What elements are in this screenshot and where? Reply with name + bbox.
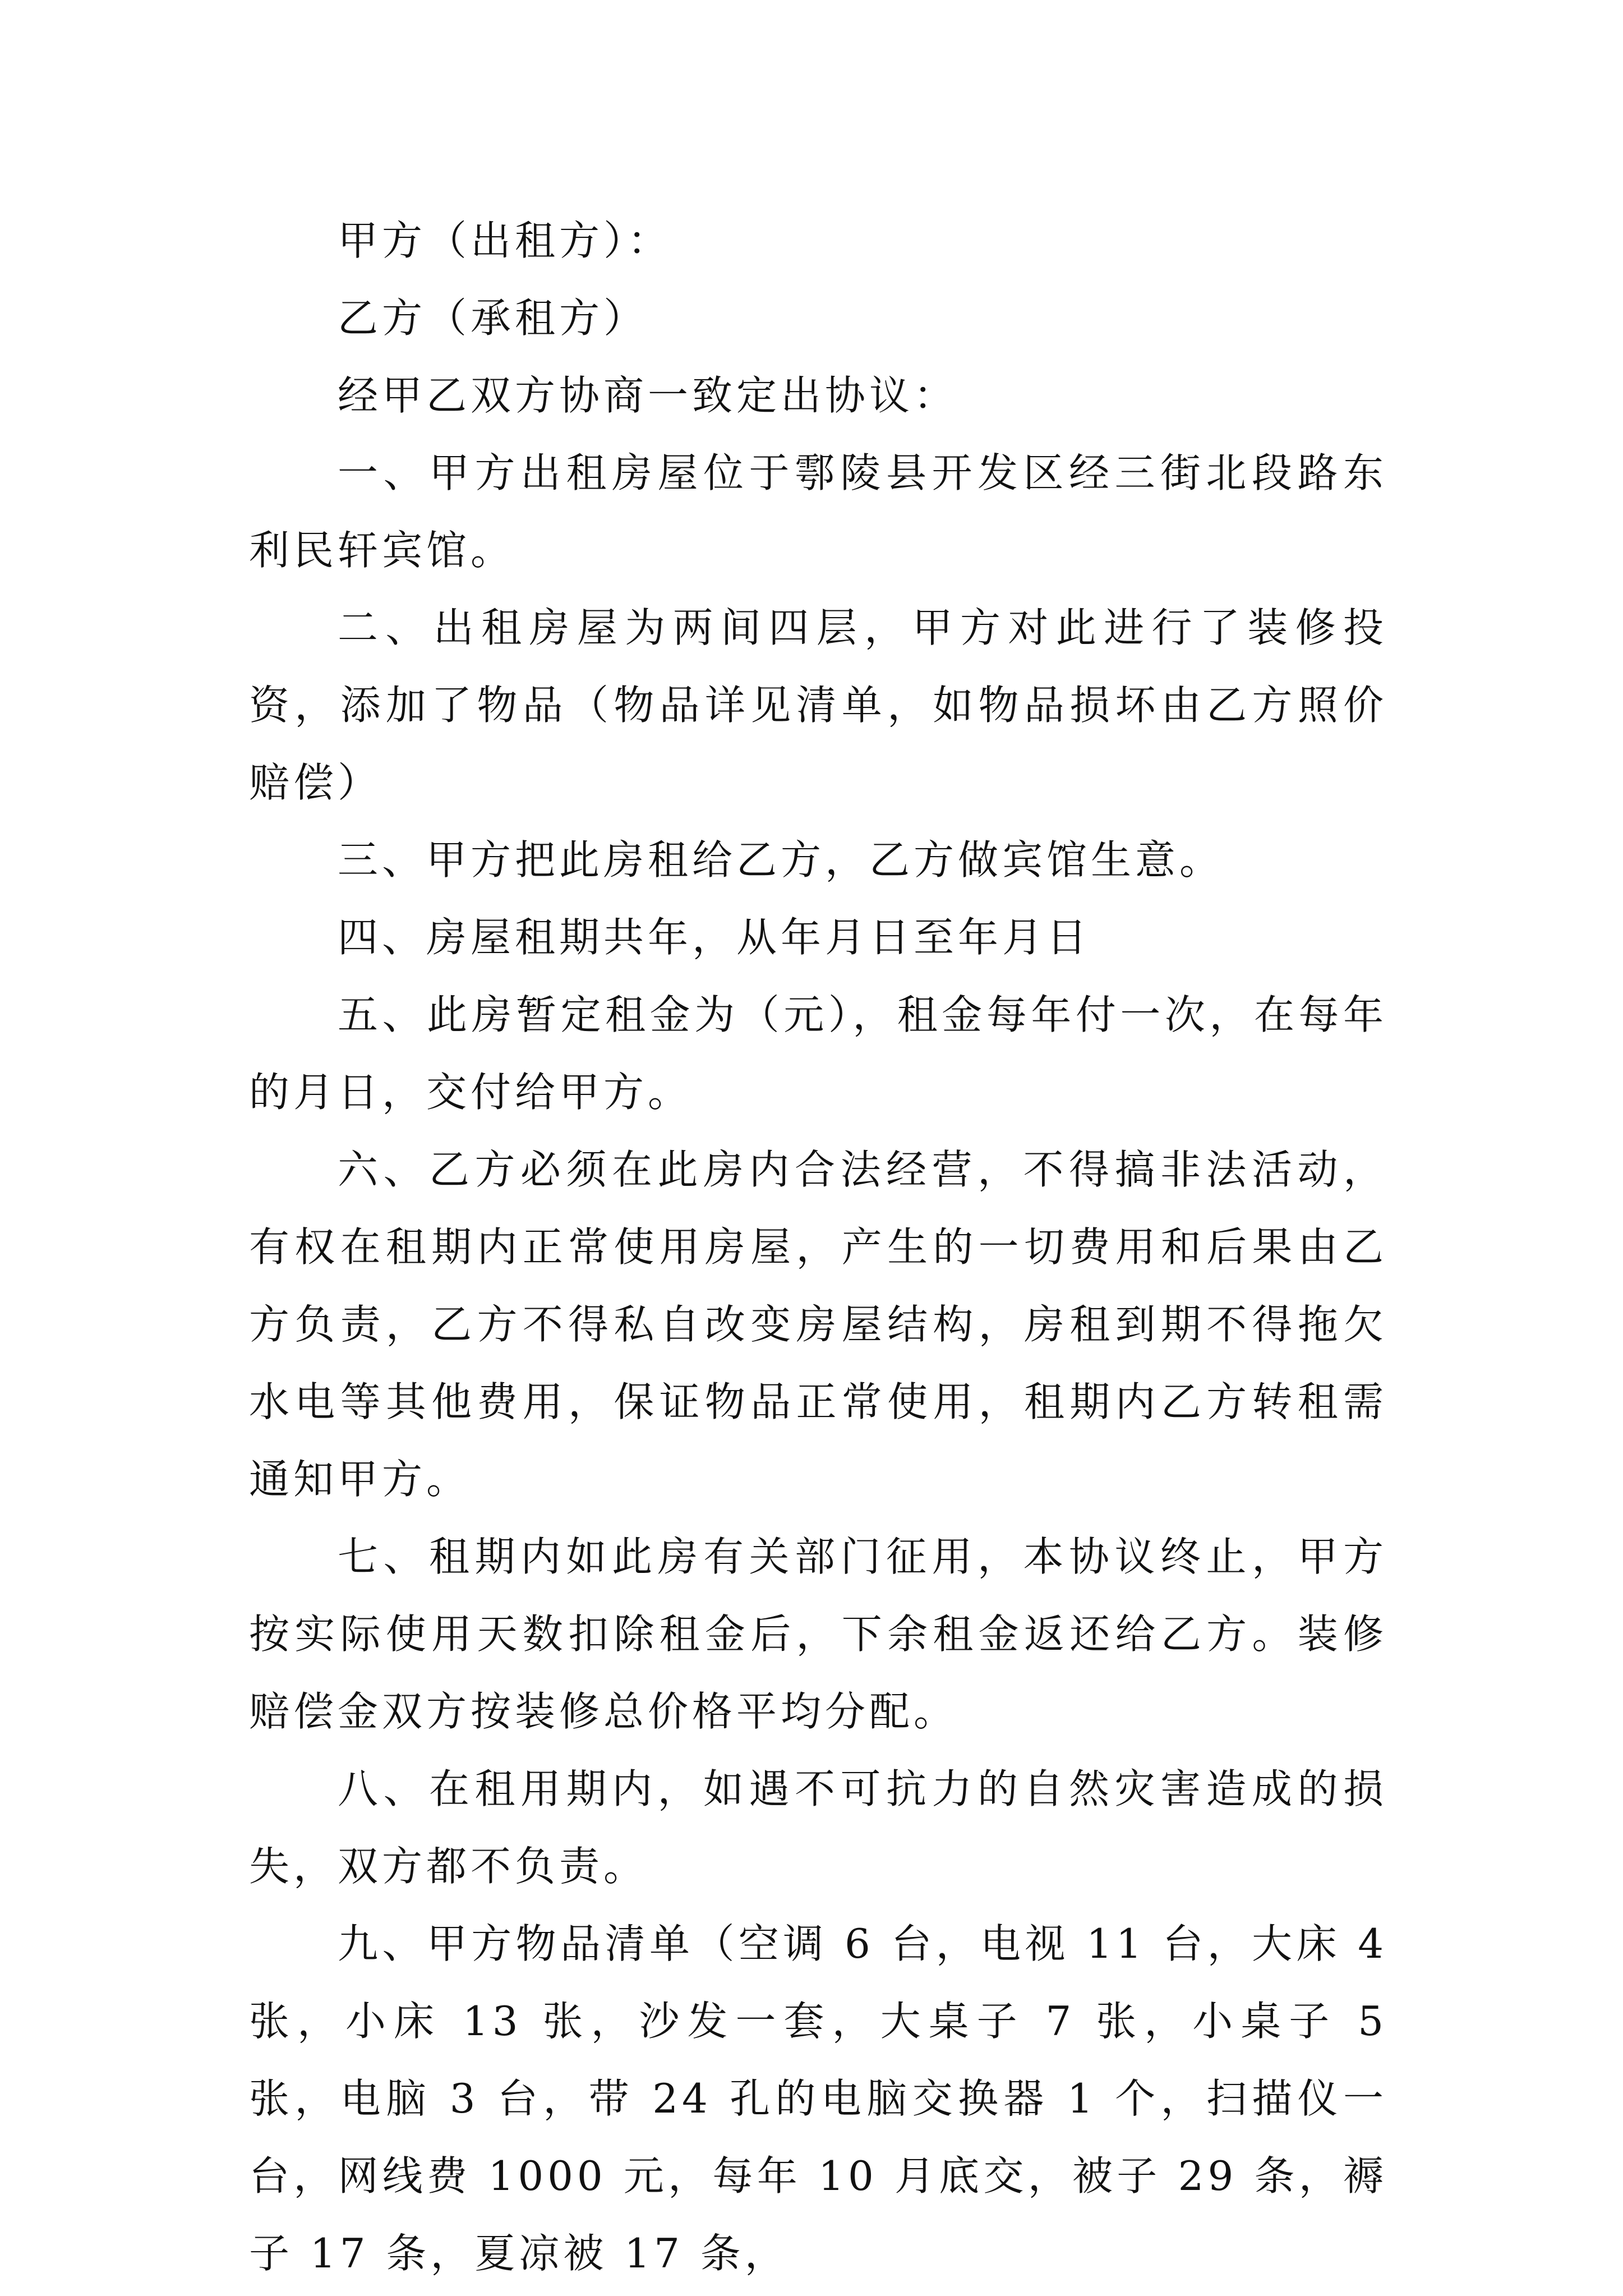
document-body bbox=[249, 202, 1387, 2292]
clause-8: 八、在租用期内，如遇不可抗力的自然灾害造成的损失，双方都不负责。 bbox=[249, 1765, 1387, 1890]
clause-9-item-list: 九、甲方物品清单（空调 6 台，电视 11 台，大床 4 张，小床 13 张，沙发一套，大桌子 7 张，小桌子 5 张，电脑 3 台，带 24 孔的电脑交换器 1 个，扫描仪一台，网线费 1000 元，每年 10 月底交，被子 29 条，褥子 17 条，夏凉被 17 条， bbox=[249, 1920, 1387, 2277]
clause-7: 七、租期内如此房有关部门征用，本协议终止，甲方按实际使用天数扣除租金后，下余租金返还给乙方。装修赔偿金双方按装修总价格平均分配。 bbox=[249, 1533, 1387, 1735]
clause-3: 三、甲方把此房租给乙方，乙方做宾馆生意。 bbox=[338, 836, 1224, 884]
clause-1: 一、甲方出租房屋位于鄠陵县开发区经三街北段路东利民轩宾馆。 bbox=[249, 449, 1387, 574]
clause-4: 四、房屋租期共年，从年月日至年月日 bbox=[338, 914, 1091, 961]
agreement-intro: 经甲乙双方协商一致定出协议： bbox=[338, 372, 958, 419]
clause-5: 五、此房暂定租金为（元），租金每年付一次，在每年的月日，交付给甲方。 bbox=[249, 991, 1387, 1116]
clause-6: 六、乙方必须在此房内合法经营，不得搞非法活动，有权在租期内正常使用房屋，产生的一切费用和后果由乙方负责，乙方不得私自改变房屋结构，房租到期不得拖欠水电等其他费用，保证物品正常使用，租期内乙方转租需通知甲方。 bbox=[249, 1146, 1387, 1503]
party-a-line: 甲方（出租方）： bbox=[338, 217, 672, 264]
clause-2: 二、出租房屋为两间四层，甲方对此进行了装修投资，添加了物品（物品详见清单，如物品损坏由乙方照价赔偿） bbox=[249, 604, 1387, 806]
party-b-line: 乙方（承租方） bbox=[338, 295, 648, 342]
